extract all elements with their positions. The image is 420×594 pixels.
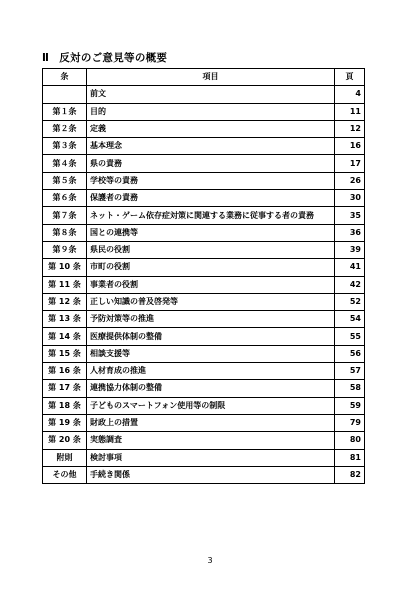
item-cell: ネット・ゲーム依存症対策に関連する業務に従事する者の責務 xyxy=(87,207,335,224)
table-row xyxy=(43,120,365,137)
item-cell: 基本理念 xyxy=(87,138,335,155)
article-cell: 第８条 xyxy=(43,224,87,241)
item-cell: 事業者の役割 xyxy=(87,276,335,293)
article-cell: 第３条 xyxy=(43,138,87,155)
item-cell: 連携協力体制の整備 xyxy=(87,380,335,397)
article-cell: 第 10 条 xyxy=(43,259,87,276)
article-cell: 第２条 xyxy=(43,120,87,137)
item-cell: 前文 xyxy=(87,86,335,103)
table-row xyxy=(43,224,365,241)
table-row xyxy=(43,259,365,276)
page-cell: 41 xyxy=(335,259,365,276)
article-cell: 第 19 条 xyxy=(43,414,87,431)
table-header-row xyxy=(43,69,365,86)
table-row xyxy=(43,276,365,293)
page-cell: 57 xyxy=(335,363,365,380)
table-row xyxy=(43,466,365,483)
table-row xyxy=(43,241,365,258)
article-column-header: 条 xyxy=(43,69,87,86)
page-cell: 55 xyxy=(335,328,365,345)
article-cell: 第 11 条 xyxy=(43,276,87,293)
table-row xyxy=(43,86,365,103)
table-row xyxy=(43,414,365,431)
article-cell: その他 xyxy=(43,466,87,483)
table-row xyxy=(43,397,365,414)
page-cell: 39 xyxy=(335,241,365,258)
page-column-header: 頁 xyxy=(335,69,365,86)
article-cell: 第 14 条 xyxy=(43,328,87,345)
page-cell: 17 xyxy=(335,155,365,172)
section-number: Ⅱ xyxy=(42,52,50,64)
table-row xyxy=(43,311,365,328)
item-cell: 県民の役割 xyxy=(87,241,335,258)
page-cell: 35 xyxy=(335,207,365,224)
article-cell: 第５条 xyxy=(43,172,87,189)
article-cell: 第 16 条 xyxy=(43,363,87,380)
contents-table xyxy=(42,68,365,484)
item-cell: 国との連携等 xyxy=(87,224,335,241)
page-cell: 12 xyxy=(335,120,365,137)
item-cell: 保護者の責務 xyxy=(87,190,335,207)
table-row xyxy=(43,138,365,155)
page-cell: 26 xyxy=(335,172,365,189)
item-cell: 予防対策等の推進 xyxy=(87,311,335,328)
page-cell: 30 xyxy=(335,190,365,207)
article-cell: 第１条 xyxy=(43,103,87,120)
table-row xyxy=(43,207,365,224)
item-cell: 財政上の措置 xyxy=(87,414,335,431)
article-cell: 第４条 xyxy=(43,155,87,172)
page-cell: 4 xyxy=(335,86,365,103)
page-cell: 58 xyxy=(335,380,365,397)
article-cell: 附則 xyxy=(43,449,87,466)
table-row xyxy=(43,190,365,207)
table-row xyxy=(43,172,365,189)
page-cell: 80 xyxy=(335,432,365,449)
item-cell: 子どものスマートフォン使用等の制限 xyxy=(87,397,335,414)
article-cell: 第７条 xyxy=(43,207,87,224)
article-cell: 第 17 条 xyxy=(43,380,87,397)
page-cell: 56 xyxy=(335,345,365,362)
article-cell: 第 18 条 xyxy=(43,397,87,414)
item-cell: 正しい知識の普及啓発等 xyxy=(87,293,335,310)
table-row xyxy=(43,103,365,120)
article-cell: 第 15 条 xyxy=(43,345,87,362)
table-row xyxy=(43,449,365,466)
article-cell: 第 20 条 xyxy=(43,432,87,449)
item-cell: 目的 xyxy=(87,103,335,120)
item-cell: 学校等の責務 xyxy=(87,172,335,189)
article-cell: 第 13 条 xyxy=(43,311,87,328)
article-cell: 第 12 条 xyxy=(43,293,87,310)
item-cell: 県の責務 xyxy=(87,155,335,172)
table-row xyxy=(43,380,365,397)
article-cell: 第６条 xyxy=(43,190,87,207)
page-cell: 52 xyxy=(335,293,365,310)
item-cell: 人材育成の推進 xyxy=(87,363,335,380)
article-cell xyxy=(43,86,87,103)
table-body xyxy=(43,86,365,484)
page-cell: 36 xyxy=(335,224,365,241)
page-cell: 79 xyxy=(335,414,365,431)
item-cell: 市町の役割 xyxy=(87,259,335,276)
page-cell: 16 xyxy=(335,138,365,155)
page-cell: 82 xyxy=(335,466,365,483)
page-cell: 54 xyxy=(335,311,365,328)
article-cell: 第９条 xyxy=(43,241,87,258)
table-row xyxy=(43,432,365,449)
item-cell: 定義 xyxy=(87,120,335,137)
table-row xyxy=(43,155,365,172)
item-cell: 相談支援等 xyxy=(87,345,335,362)
section-heading xyxy=(42,50,167,65)
item-cell: 手続き関係 xyxy=(87,466,335,483)
item-cell: 医療提供体制の整備 xyxy=(87,328,335,345)
page-number: 3 xyxy=(207,556,213,565)
item-cell: 検討事項 xyxy=(87,449,335,466)
page-cell: 81 xyxy=(335,449,365,466)
page-cell: 59 xyxy=(335,397,365,414)
section-title: 反対のご意見等の概要 xyxy=(59,52,168,64)
table-row xyxy=(43,293,365,310)
table-row xyxy=(43,363,365,380)
table-row xyxy=(43,345,365,362)
item-column-header: 項目 xyxy=(87,69,335,86)
page-cell: 42 xyxy=(335,276,365,293)
table-row xyxy=(43,328,365,345)
page-cell: 11 xyxy=(335,103,365,120)
item-cell: 実態調査 xyxy=(87,432,335,449)
